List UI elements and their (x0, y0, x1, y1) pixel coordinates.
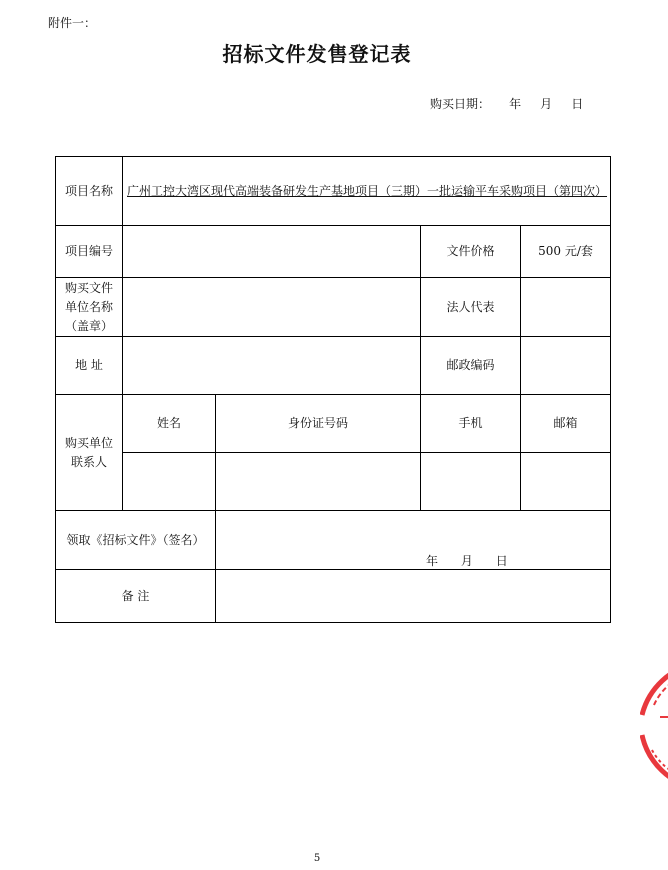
contact-email-field[interactable] (521, 453, 611, 511)
buyer-unit-label: 购买文件单位名称（盖章） (56, 278, 123, 337)
receive-signature-field[interactable] (216, 511, 611, 570)
page-number: 5 (313, 853, 321, 864)
postcode-label: 邮政编码 (421, 337, 521, 395)
annex-label: 附件一： (48, 16, 97, 30)
buyer-unit-field[interactable] (123, 278, 421, 337)
col-phone-header: 手机 (421, 395, 521, 453)
project-name-value: 广州工控大湾区现代高端装备研发生产基地项目（三期）一批运输平车采购项目（第四次） (123, 157, 611, 226)
col-email-header: 邮箱 (521, 395, 611, 453)
project-number-field[interactable] (123, 226, 421, 278)
legal-rep-label: 法人代表 (421, 278, 521, 337)
contact-label: 购买单位联系人 (56, 395, 123, 511)
form-title: 招标文件发售登记表 (222, 42, 412, 66)
doc-price-value: 500 元/套 (521, 226, 611, 278)
col-id-header: 身份证号码 (216, 395, 421, 453)
contact-id-field[interactable] (216, 453, 421, 511)
postcode-field[interactable] (521, 337, 611, 395)
address-field[interactable] (123, 337, 421, 395)
project-number-label: 项目编号 (56, 226, 123, 278)
legal-rep-field[interactable] (521, 278, 611, 337)
registration-table (55, 156, 611, 623)
purchase-date: 购买日期： 年 月 日 (430, 97, 584, 111)
receive-date: 年 月 日 (426, 554, 508, 568)
contact-name-field[interactable] (123, 453, 216, 511)
remarks-label: 备 注 (56, 570, 216, 623)
receive-label: 领取《招标文件》（签名） (56, 511, 216, 570)
doc-price-label: 文件价格 (421, 226, 521, 278)
remarks-field[interactable] (216, 570, 611, 623)
project-name-label: 项目名称 (56, 157, 123, 226)
company-seal-stamp (640, 655, 668, 795)
contact-phone-field[interactable] (421, 453, 521, 511)
address-label: 地 址 (56, 337, 123, 395)
col-name-header: 姓名 (123, 395, 216, 453)
